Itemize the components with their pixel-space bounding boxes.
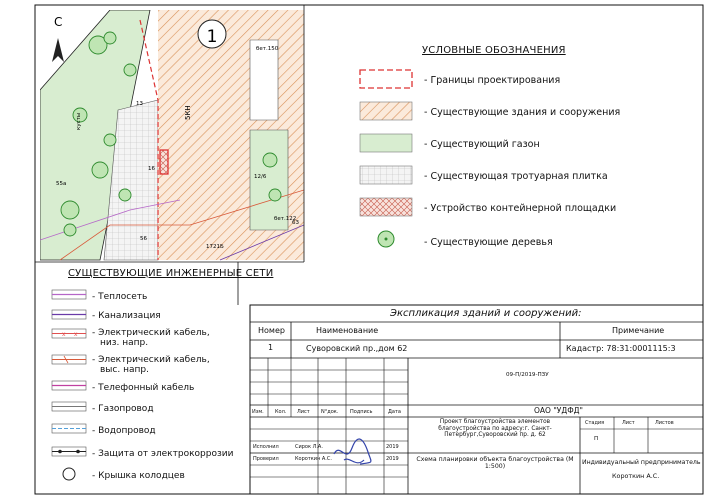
- zone-number: 1: [206, 27, 218, 47]
- header-number: Номер: [258, 326, 285, 335]
- checker-name: Короткин А.С.: [295, 456, 332, 462]
- checker-date: 2019: [386, 456, 399, 462]
- org-name: ОАО "УДФД": [534, 406, 583, 415]
- entrepreneur-name: Короткин А.С.: [612, 472, 660, 480]
- network-item-sewer: - Канализация: [92, 311, 161, 321]
- header-note: Примечание: [612, 326, 665, 335]
- executor-name: Сирок Л.А.: [295, 444, 323, 450]
- map-label-10: 56: [140, 236, 147, 242]
- svg-text:x: x: [74, 331, 78, 338]
- map-label-5: кусты: [76, 112, 82, 130]
- network-item-cable-high-l2: выс. напр.: [100, 365, 149, 375]
- col-docno: N°док.: [321, 409, 339, 415]
- header-name: Наименование: [316, 326, 379, 335]
- map-label-2: 12/6: [254, 174, 267, 180]
- signature-image: [330, 434, 380, 472]
- map-label-6: 55а: [56, 181, 67, 187]
- project-title: Проект благоустройства элементов благоустройства по адресу:г. Санкт-Петербург,Суворовский пр. д. 62: [438, 419, 552, 439]
- svg-text:x: x: [62, 331, 66, 338]
- col-change: Изм.: [252, 409, 264, 415]
- executor-date: 2019: [386, 444, 399, 450]
- legend-item-trees: - Существующие деревья: [424, 237, 553, 248]
- legend-title: УСЛОВНЫЕ ОБОЗНАЧЕНИЯ: [422, 45, 566, 56]
- col-qty: Кол.: [275, 409, 287, 415]
- network-item-heat: - Теплосеть: [92, 292, 148, 302]
- network-item-cable-high-l1: - Электрический кабель,: [92, 355, 210, 365]
- network-item-protection: - Защита от электрокоррозии: [92, 449, 234, 459]
- doc-code: 09-П/2019-ПЗУ: [506, 372, 549, 378]
- stage-value: П: [594, 436, 599, 442]
- legend-item-buildings: - Существующие здания и сооружения: [424, 107, 621, 118]
- map-label-4: 1721Б: [206, 244, 224, 250]
- row-number: 1: [268, 343, 274, 352]
- explication-title: Экспликация зданий и сооружений:: [390, 308, 582, 319]
- map-label-8: 16: [148, 166, 155, 172]
- north-label: С: [54, 15, 63, 29]
- stage-header: Стадия: [585, 420, 605, 426]
- network-item-cable-low-l1: - Электрический кабель,: [92, 328, 210, 338]
- network-item-manhole: - Крышка колодцев: [92, 471, 185, 481]
- map-label-7: 13: [136, 101, 143, 107]
- legend-item-tiles: - Существующая тротуарная плитка: [424, 171, 608, 182]
- col-date: Дата: [388, 409, 401, 415]
- map-label-3: 63: [292, 220, 299, 226]
- networks-title: СУЩЕСТВУЮЩИЕ ИНЖЕНЕРНЫЕ СЕТИ: [68, 268, 274, 279]
- row-name: Суворовский пр.,дом 62: [306, 344, 408, 353]
- network-item-phone: - Телефонный кабель: [92, 383, 195, 393]
- drawing-title: Схема планировки объекта благоустройства (М 1:500): [416, 456, 574, 470]
- network-item-cable-low-l2: низ. напр.: [100, 338, 149, 348]
- legend-item-boundary: - Границы проектирования: [424, 75, 561, 86]
- col-signature: Подпись: [350, 409, 373, 415]
- sheets-header: Листов: [655, 420, 674, 426]
- executor-role: Исполнил: [253, 444, 279, 450]
- map-label-1: бет.150: [256, 46, 279, 52]
- legend-item-lawn: - Существующий газон: [424, 139, 540, 150]
- network-item-water: - Водопровод: [92, 426, 156, 436]
- network-item-gas: - Газопровод: [92, 404, 154, 414]
- legend-item-container: - Устройство контейнерной площадки: [424, 203, 617, 214]
- map-label-9: бет.122: [274, 216, 297, 222]
- sheet-header: Лист: [622, 420, 635, 426]
- entrepreneur: Индивидуальный предприниматель: [582, 459, 701, 466]
- checker-role: Проверил: [253, 456, 279, 462]
- col-sheet: Лист: [297, 409, 310, 415]
- row-note: Кадастр: 78:31:0001115:3: [566, 344, 676, 353]
- map-label-building: 5КН: [184, 105, 192, 120]
